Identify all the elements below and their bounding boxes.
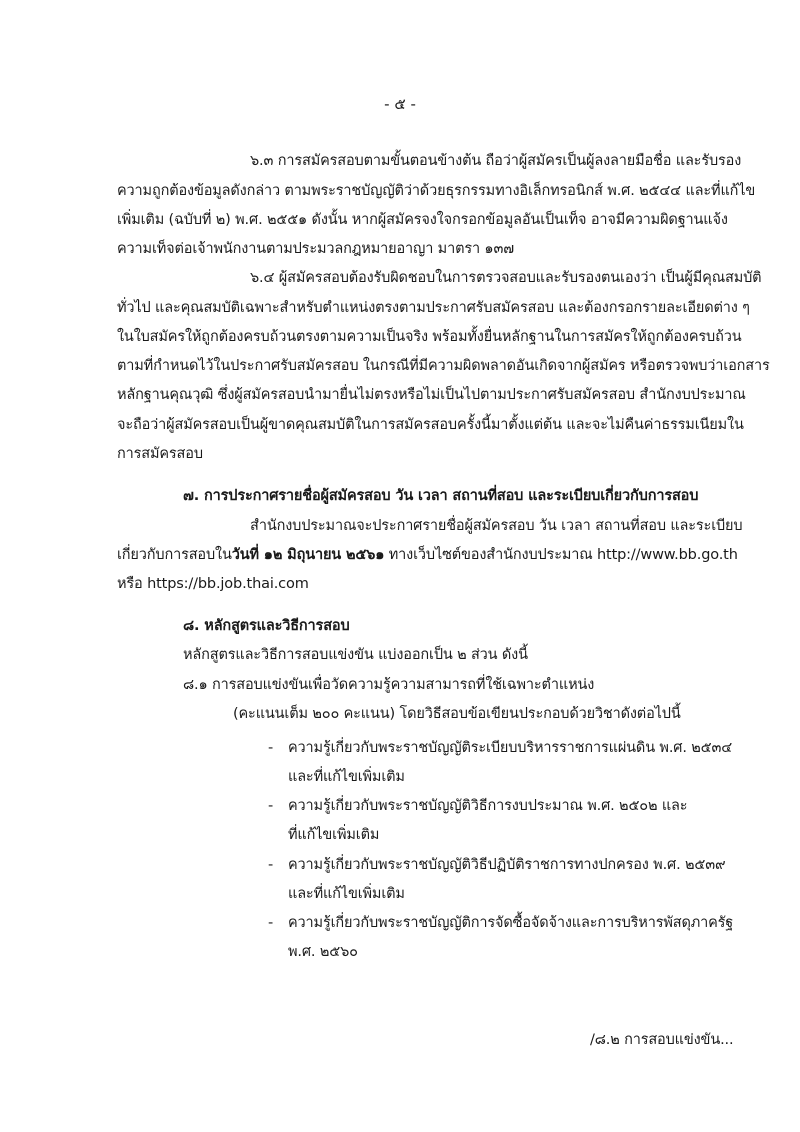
para-6-4-line-5: หลักฐานคุณวุฒิ ซึ่งผู้สมัครสอบนำมายื่นไม่ตรงหรือไม่เป็นไปตามประกาศรับสมัครสอบ สำนักงบประมาณ bbox=[117, 387, 746, 403]
section-8-intro: หลักสูตรและวิธีการสอบแข่งขัน แบ่งออกเป็น ๒ ส่วน ดังนี้ bbox=[183, 647, 528, 663]
bullet-dash: - bbox=[268, 740, 274, 756]
section-7-line-2 bbox=[117, 545, 738, 565]
para-6-4-line-4: ตามที่กำหนดไว้ในประกาศรับสมัครสอบ ในกรณีที่มีความผิดพลาดอันเกิดจากผู้สมัคร หรือตรวจพบว่าเอกสาร bbox=[117, 358, 770, 374]
bullet-dash: - bbox=[268, 798, 274, 814]
announcement-date: วันที่ ๑๒ มิถุนายน ๒๕๖๑ bbox=[231, 547, 385, 563]
section-7-line-1: สำนักงบประมาณจะประกาศรายชื่อผู้สมัครสอบ วัน เวลา สถานที่สอบ และระเบียบ bbox=[250, 518, 743, 534]
exam-subject-1-line-1: ความรู้เกี่ยวกับพระราชบัญญัติระเบียบบริหารราชการแผ่นดิน พ.ศ. ๒๕๓๔ bbox=[288, 740, 733, 756]
para-6-3-line-4: ความเท็จต่อเจ้าพนักงานตามประมวลกฎหมายอาญา มาตรา ๑๓๗ bbox=[117, 241, 514, 257]
bullet-dash: - bbox=[268, 857, 274, 873]
para-6-3-line-3: เพิ่มเติม (ฉบับที่ ๒) พ.ศ. ๒๕๕๑ ดังนั้น หากผู้สมัครจงใจกรอกข้อมูลอันเป็นเท็จ อาจมีความผิดฐานแจ้ง bbox=[117, 212, 728, 228]
exam-subject-2-line-2: ที่แก้ไขเพิ่มเติม bbox=[288, 827, 380, 843]
para-6-4-line-1: ๖.๔ ผู้สมัครสอบต้องรับผิดชอบในการตรวจสอบและรับรองตนเองว่า เป็นผู้มีคุณสมบัติ bbox=[250, 270, 762, 286]
para-6-3-line-2: ความถูกต้องข้อมูลดังกล่าว ตามพระราชบัญญัติว่าด้วยธุรกรรมทางอิเล็กทรอนิกส์ พ.ศ. ๒๕๔๔ และที่แก้ไข bbox=[117, 183, 756, 199]
section-7-heading: ๗. การประกาศรายชื่อผู้สมัครสอบ วัน เวลา สถานที่สอบ และระเบียบเกี่ยวกับการสอบ bbox=[183, 488, 699, 504]
para-6-4-line-7: การสมัครสอบ bbox=[117, 446, 203, 462]
continuation-note: /๘.๒ การสอบแข่งขัน... bbox=[590, 1032, 734, 1048]
para-6-4-line-3: ในใบสมัครให้ถูกต้องครบถ้วนตรงตามความเป็นจริง พร้อมทั้งยื่นหลักฐานในการสมัครให้ถูกต้องครบถ้วน bbox=[117, 329, 742, 345]
para-6-4-line-2: ทั่วไป และคุณสมบัติเฉพาะสำหรับตำแหน่งตรงตามประกาศรับสมัครสอบ และต้องกรอกรายละเอียดต่าง ๆ bbox=[117, 300, 750, 316]
page-number: - ๕ - bbox=[384, 95, 416, 113]
exam-subject-3-line-1: ความรู้เกี่ยวกับพระราชบัญญัติวิธีปฏิบัติราชการทางปกครอง พ.ศ. ๒๕๓๙ bbox=[288, 857, 726, 873]
section-8-heading: ๘. หลักสูตรและวิธีการสอบ bbox=[183, 618, 350, 634]
exam-subject-4-line-2: พ.ศ. ๒๕๖๐ bbox=[288, 944, 358, 960]
section-8-1-line-1: ๘.๑ การสอบแข่งขันเพื่อวัดความรู้ความสามารถที่ใช้เฉพาะตำแหน่ง bbox=[183, 677, 595, 693]
section-7-line-3-pre: หรือ bbox=[117, 576, 148, 592]
section-7-line-2-post: ทางเว็บไซต์ของสำนักงบประมาณ bbox=[384, 547, 597, 563]
section-7-line-2-pre: เกี่ยวกับการสอบใน bbox=[117, 547, 232, 563]
para-6-3-line-1: ๖.๓ การสมัครสอบตามขั้นตอนข้างต้น ถือว่าผู้สมัครเป็นผู้ลงลายมือชื่อ และรับรอง bbox=[250, 153, 742, 169]
section-7-line-3 bbox=[117, 574, 309, 594]
bb-website-link[interactable]: http://www.bb.go.th bbox=[597, 547, 738, 563]
exam-subject-2-line-1: ความรู้เกี่ยวกับพระราชบัญญัติวิธีการงบประมาณ พ.ศ. ๒๕๐๒ และ bbox=[288, 798, 688, 814]
para-6-4-line-6: จะถือว่าผู้สมัครสอบเป็นผู้ขาดคุณสมบัติในการสมัครสอบครั้งนี้มาตั้งแต่ต้น และจะไม่คืนค่าธรรมเนียมใน bbox=[117, 417, 744, 433]
exam-subject-4-line-1: ความรู้เกี่ยวกับพระราชบัญญัติการจัดซื้อจัดจ้างและการบริหารพัสดุภาครัฐ bbox=[288, 915, 734, 931]
exam-subject-1-line-2: และที่แก้ไขเพิ่มเติม bbox=[288, 769, 405, 785]
section-8-1-line-2: (คะแนนเต็ม ๒๐๐ คะแนน) โดยวิธีสอบข้อเขียนประกอบด้วยวิชาดังต่อไปนี้ bbox=[233, 706, 681, 722]
exam-subject-3-line-2: และที่แก้ไขเพิ่มเติม bbox=[288, 886, 405, 902]
job-website-link[interactable]: https://bb.job.thai.com bbox=[147, 576, 309, 592]
bullet-dash: - bbox=[268, 915, 274, 931]
